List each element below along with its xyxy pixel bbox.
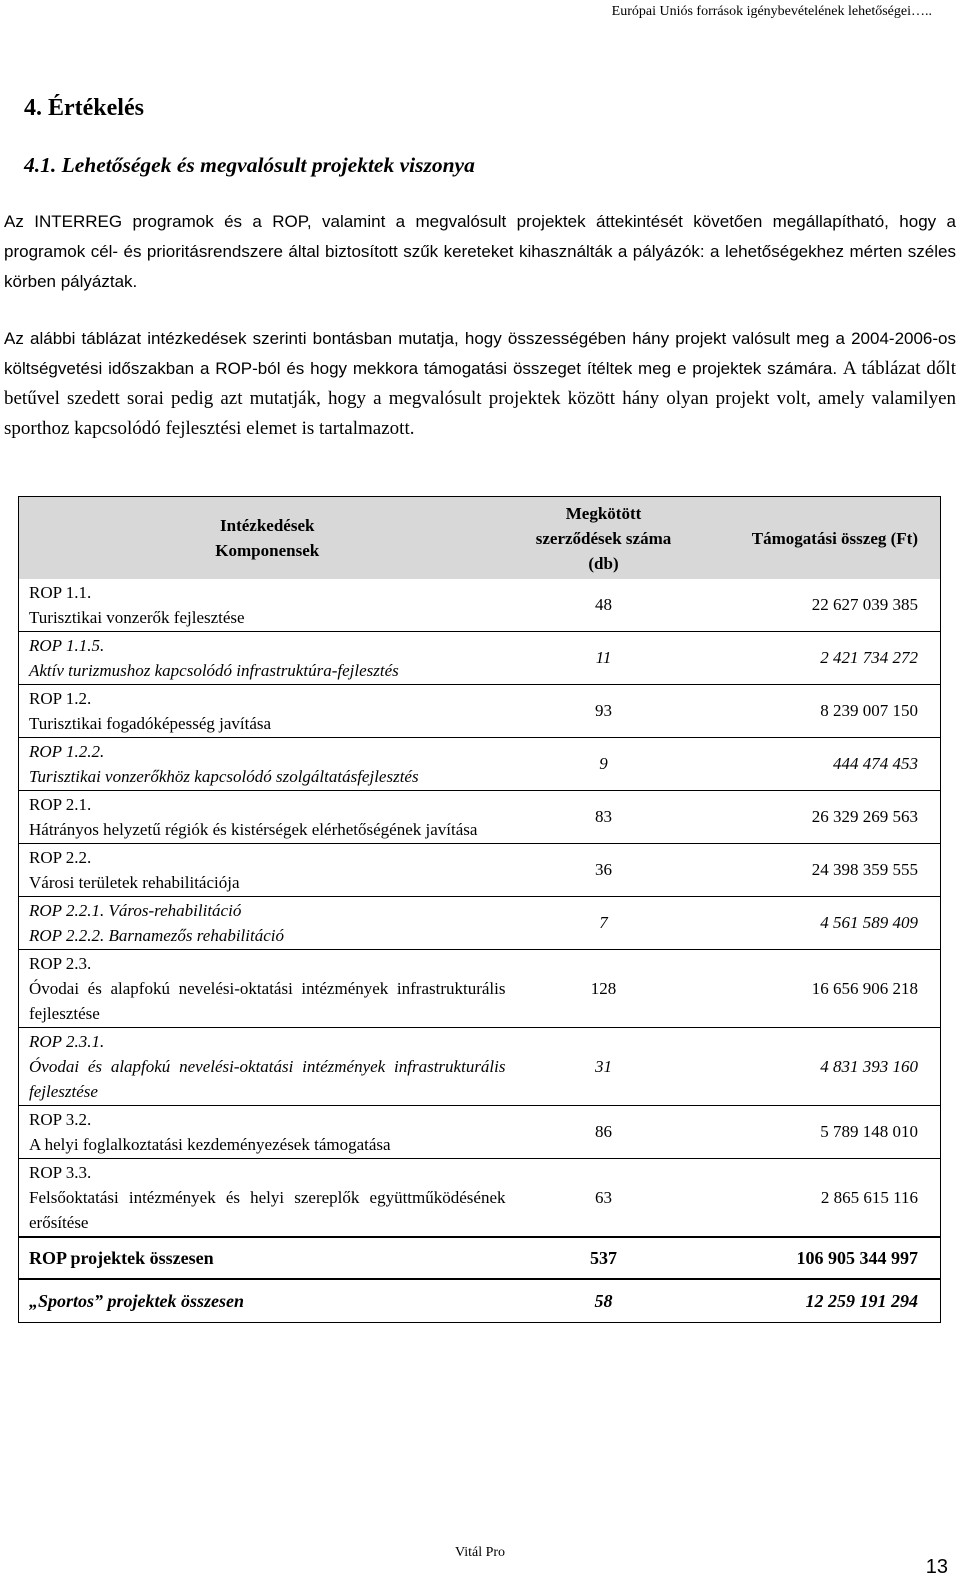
total-row (19, 1237, 941, 1279)
intro-paragraph: Az INTERREG programok és a ROP, valamint a megvalósult projektek áttekintését követően megállapítható, hogy a programok cél- és prioritásrendszere által biztosított szűk kereteket kihasználták a pályázók: a lehetőségekhez mérten széles körben pályáztak. (4, 212, 956, 291)
header-measures-line2: Komponensek (215, 541, 320, 560)
row-amount: 22 627 039 385 (811, 595, 918, 614)
row-count: 93 (516, 685, 692, 738)
projects-table (18, 496, 941, 1323)
subsection-heading: 4.1. Lehetőségek és megvalósult projektek viszonya (24, 153, 475, 177)
row-count: 83 (516, 791, 692, 844)
table-row (19, 1028, 941, 1106)
footer-author: Vitál Pro (454, 1545, 506, 1560)
header-measures (19, 497, 516, 580)
row-count: 63 (516, 1159, 692, 1238)
header-measures-line1: Intézkedések (220, 516, 315, 535)
row-code: ROP 3.3. (29, 1163, 92, 1182)
row-name: Turisztikai vonzerőkhöz kapcsolódó szolgáltatásfejlesztés (29, 767, 419, 786)
row-name: A helyi foglalkoztatási kezdeményezések támogatása (29, 1135, 391, 1154)
page-number: 13 (925, 1556, 948, 1578)
row-count: 86 (516, 1106, 692, 1159)
total-label: ROP projektek összesen (19, 1237, 516, 1279)
row-code: ROP 1.2. (29, 689, 92, 708)
sport-total-count: 58 (516, 1279, 692, 1323)
row-amount: 24 398 359 555 (692, 844, 941, 897)
running-header: Európai Uniós források igénybevételének lehetőségei….. (611, 4, 932, 19)
row-amount: 2 865 615 116 (692, 1159, 941, 1238)
row-count: 31 (516, 1028, 692, 1106)
row-code: ROP 1.1.5. (29, 636, 105, 655)
row-code: ROP 1.2.2. (29, 742, 105, 761)
table-row (19, 1106, 941, 1159)
row-code: ROP 2.3. (29, 954, 92, 973)
table-row (19, 632, 941, 685)
table-row (19, 685, 941, 738)
row-name: Felsőoktatási intézmények és helyi szereplők együttműködésének erősítése (29, 1188, 506, 1232)
table-row (19, 1159, 941, 1238)
row-amount: 8 239 007 150 (692, 685, 941, 738)
table-row (19, 897, 941, 950)
header-contracts-count: Megkötött szerződések száma (db) (516, 497, 692, 580)
row-amount: 4 561 589 409 (692, 897, 941, 950)
table-row (19, 791, 941, 844)
row-code: ROP 2.3.1. (29, 1032, 105, 1051)
table-row (19, 844, 941, 897)
row-code: ROP 2.2. (29, 848, 92, 867)
row-name: ROP 2.2.2. Barnamezős rehabilitáció (29, 926, 284, 945)
row-amount: 2 421 734 272 (692, 632, 941, 685)
row-count: 9 (516, 738, 692, 791)
row-amount: 5 789 148 010 (692, 1106, 941, 1159)
table-description-paragraph (4, 324, 956, 444)
row-amount: 16 656 906 218 (692, 950, 941, 1028)
row-count: 11 (516, 632, 692, 685)
row-name: Városi területek rehabilitációja (29, 873, 240, 892)
row-code: ROP 2.1. (29, 795, 92, 814)
table-header-row (19, 497, 941, 580)
total-count: 537 (516, 1237, 692, 1279)
row-code: ROP 3.2. (29, 1110, 92, 1129)
header-support-amount: Támogatási összeg (Ft) (692, 497, 941, 580)
row-name: Óvodai és alapfokú nevelési-oktatási intézmények infrastrukturális fejlesztése (29, 1057, 506, 1101)
table-description-part2: A táblázat dőlt betűvel szedett sorai pedig azt mutatják, hogy a megvalósult projektek között hány olyan projekt volt, amely valamilyen sporthoz kapcsolódó fejlesztési elemet is tartalmazott. (4, 358, 956, 439)
row-count: 128 (516, 950, 692, 1028)
table-description-part1: Az alábbi táblázat intézkedések szerinti bontásban mutatja, hogy összességében hány projekt valósult meg a 2004-2006-os költségvetési időszakban a ROP-ból és hogy mekkora támogatási összeget ítéltek meg e projektek számára. (4, 329, 956, 378)
total-amount: 106 905 344 997 (692, 1237, 941, 1279)
row-name: Turisztikai fogadóképesség javítása (29, 714, 272, 733)
row-count: 7 (516, 897, 692, 950)
projects-table-wrapper (18, 496, 940, 1323)
row-count: 48 (595, 595, 612, 614)
row-count: 36 (516, 844, 692, 897)
table-row (19, 950, 941, 1028)
section-heading: 4. Értékelés (24, 95, 144, 121)
row-name: Aktív turizmushoz kapcsolódó infrastruktúra-fejlesztés (29, 661, 399, 680)
row-amount: 4 831 393 160 (692, 1028, 941, 1106)
sport-total-row (19, 1279, 941, 1323)
sport-total-label: „Sportos” projektek összesen (19, 1279, 516, 1323)
row-amount: 444 474 453 (692, 738, 941, 791)
row-name: Hátrányos helyzetű régiók és kistérségek elérhetőségének javítása (29, 820, 478, 839)
table-row (19, 579, 941, 632)
row-name: Turisztikai vonzerők fejlesztése (29, 608, 245, 627)
row-amount: 26 329 269 563 (692, 791, 941, 844)
sport-total-amount: 12 259 191 294 (692, 1279, 941, 1323)
row-code: ROP 2.2.1. Város-rehabilitáció (29, 901, 242, 920)
table-row (19, 738, 941, 791)
row-code: ROP 1.1. (29, 583, 92, 602)
row-name: Óvodai és alapfokú nevelési-oktatási intézmények infrastrukturális fejlesztése (29, 979, 506, 1023)
